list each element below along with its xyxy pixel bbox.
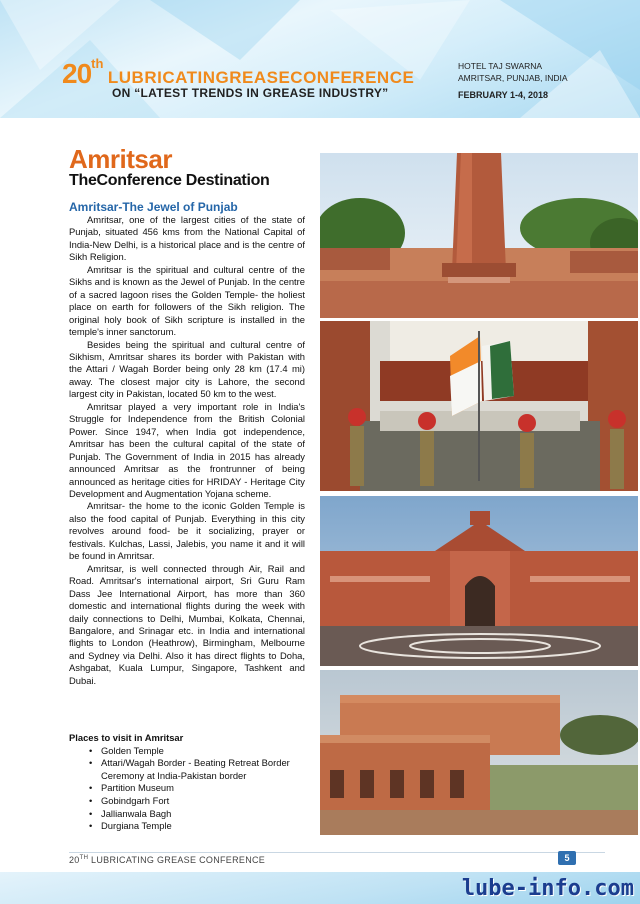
photo-jallianwala-memorial	[320, 153, 638, 318]
list-item: • Partition Museum	[69, 782, 305, 795]
page-subtitle: TheConference Destination	[69, 172, 270, 189]
paragraph: Besides being the spiritual and cultural centre of Sikhism, Amritsar shares its border with Pakistan with the Attari / Wagah Border being only 28 km (17.4 mi) away. The closest major city is Lahore, the second largest city in Pakistan, located 50 km to the west.	[69, 338, 305, 400]
article-body	[69, 214, 305, 687]
footer-divider	[69, 852, 605, 853]
photo-partition-museum	[320, 670, 638, 835]
conference-subtitle: ON “LATEST TRENDS IN GREASE INDUSTRY”	[112, 86, 389, 100]
conference-dates: FEBRUARY 1-4, 2018	[458, 90, 549, 100]
venue-city: AMRITSAR, PUNJAB, INDIA	[458, 73, 568, 83]
paragraph: Amritsar, one of the largest cities of the state of Punjab, situated 456 kms from the National Capital of India-New Delhi, is a historical place and is the centre of Sikh Religion.	[69, 214, 305, 263]
places-title: Places to visit in Amritsar	[69, 732, 184, 743]
list-item: • Gobindgarh Fort	[69, 795, 305, 808]
venue-info	[458, 60, 568, 84]
places-list	[69, 732, 305, 833]
footer-conference-name: LUBRICATING GREASE CONFERENCE	[88, 855, 266, 865]
list-item: • Durgiana Temple	[69, 820, 305, 833]
paragraph: Amritsar, is well connected through Air, Rail and Road. Amritsar's international airport, Sri Guru Ram Dass Jee International Airport, has more than 360 domestic and international flights during the week with daily connections to Delhi, Mumbai, Kolkata, Chennai, Bangalore, and Srinagar etc. in India and international flights to London (Heathrow), Birmingham, Melbourne and Sydney via Delhi. Also it has direct flights to Doha, Ashgabat, Kuala Lumpur, Singapore, Tashkent and Dubai.	[69, 562, 305, 686]
page-title: Amritsar	[69, 144, 172, 174]
conference-name: LUBRICATINGREASECONFERENCE	[107, 68, 415, 87]
footer-number-suffix: TH	[79, 855, 89, 861]
list-item: • Attari/Wagah Border - Beating Retreat Border Ceremony at India-Pakistan border	[69, 757, 305, 782]
watermark: lube-info.com	[461, 876, 634, 901]
paragraph: Amritsar played a very important role in India's Struggle for Independence from the British Colonial Power. Since 1947, when India got independence, Amritsar has been the cultural capital of the state of Punjab. The Government of India in 2015 has already announced Amritsar as the frontrunner of being announced as heritage cities for HRIDAY - Heritage City Development and Augmentation Yojana scheme.	[69, 400, 305, 499]
paragraph: Amritsar- the home to the iconic Golden Temple is also the food capital of Punjab. Everything in this city revolves around food- be it socializing, prayer or festivals. Kulchas, Lassi, Jalebis, you name it and it will be found in Amritsar.	[69, 500, 305, 562]
header-banner	[0, 0, 640, 118]
conference-number-suffix: th	[91, 56, 104, 71]
footer-label	[69, 855, 265, 865]
photo-wagah-border-ceremony	[320, 321, 638, 491]
footer-number: 20	[69, 855, 80, 865]
section-heading: Amritsar-The Jewel of Punjab	[69, 200, 238, 214]
page-number: 5	[558, 851, 576, 865]
paragraph: Amritsar is the spiritual and cultural centre of the Sikhs and is known as the Jewel of Punjab. In the centre of a sacred lagoon rises the Golden Temple- the holiest place on earth for followers of the Sikh religion. The original holy book of Sikh scripture is installed in the temple's inner sanctorum.	[69, 263, 305, 338]
list-item: • Jallianwala Bagh	[69, 808, 305, 821]
venue-hotel: HOTEL TAJ SWARNA	[458, 61, 543, 71]
photo-gobindgarh-fort	[320, 496, 638, 666]
list-item: • Golden Temple	[69, 745, 305, 758]
conference-number: 20	[62, 58, 92, 89]
